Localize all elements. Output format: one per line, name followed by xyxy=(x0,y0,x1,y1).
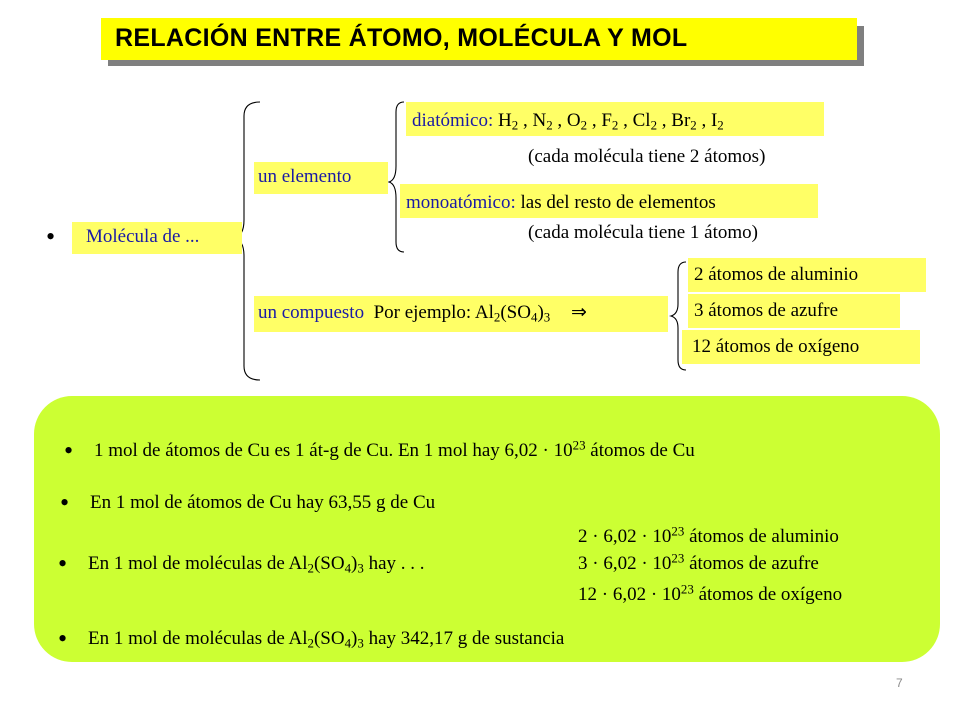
diatomic-formula: I xyxy=(710,110,718,131)
diatomic-formula: Br xyxy=(671,110,691,131)
fact-4: En 1 mol de moléculas de $Al_2(SO_4)_3$ hay 342,17 g de sustancia xyxy=(88,628,565,651)
monoatomic-row xyxy=(400,184,818,218)
bullet-fact1: • xyxy=(64,436,74,465)
compuesto-row xyxy=(254,296,668,332)
diatomic-formula: H xyxy=(498,110,512,131)
elemento-label: un elemento xyxy=(254,162,388,194)
diatomic-row xyxy=(406,102,824,136)
monoatomic-text: las del resto de elementos xyxy=(520,192,716,213)
fact-3: En 1 mol de moléculas de $Al_2(SO_4)_3$ hay . . . xyxy=(88,553,425,576)
atom-azufre: 3 átomos de azufre xyxy=(688,294,900,328)
diatomic-formula: N xyxy=(532,110,547,131)
diatomic-formula: F xyxy=(601,110,612,131)
arrow-icon: ⇒ xyxy=(570,302,587,323)
fact-2: En 1 mol de átomos de Cu hay 63,55 g de Cu xyxy=(90,492,436,513)
diatomic-formulas: $H_2$ , $N_2$ , $O_2$ , $F_2$ , $Cl_2$ , $Br_2$ , $I_2$ xyxy=(498,110,724,133)
fact-3-item-azufre: $3 \cdot 6,02 \cdot 10^{23}$ átomos de azufre xyxy=(578,550,819,574)
molecule-label: Molécula de ... xyxy=(72,222,242,254)
atom-oxigeno: 12 átomos de oxígeno xyxy=(682,330,920,364)
bullet-molecule: • xyxy=(46,222,56,251)
bullet-fact4: • xyxy=(58,624,68,653)
fact-3-item-aluminio: $2 \cdot 6,02 \cdot 10^{23}$ átomos de aluminio xyxy=(578,523,839,547)
diatomic-label: diatómico: xyxy=(412,110,494,131)
bullet-fact3: • xyxy=(58,549,68,578)
fact-3-item-oxigeno: $12 \cdot 6,02 \cdot 10^{23}$ átomos de oxígeno xyxy=(578,581,843,605)
page-number: 7 xyxy=(896,676,903,690)
diatomic-formula: O xyxy=(566,110,581,131)
page-title: RELACIÓN ENTRE ÁTOMO, MOLÉCULA Y MOL xyxy=(101,18,857,60)
compuesto-example: Por ejemplo: $Al_2(SO_4)_3$ xyxy=(373,302,551,325)
bullet-fact2: • xyxy=(60,488,70,517)
atom-aluminio: 2 átomos de aluminio xyxy=(688,258,926,292)
monoatomic-label: monoatómico: xyxy=(406,192,516,213)
diatomic-formula: Cl xyxy=(632,110,651,131)
compuesto-label: un compuesto xyxy=(258,302,365,323)
diatomic-note: (cada molécula tiene 2 átomos) xyxy=(528,146,766,167)
fact-1: 1 mol de átomos de Cu es 1 át-g de Cu. En 1 mol hay $6,02 \cdot 10^{23}$ átomos de Cu xyxy=(94,437,695,461)
monoatomic-note: (cada molécula tiene 1 átomo) xyxy=(528,222,759,243)
